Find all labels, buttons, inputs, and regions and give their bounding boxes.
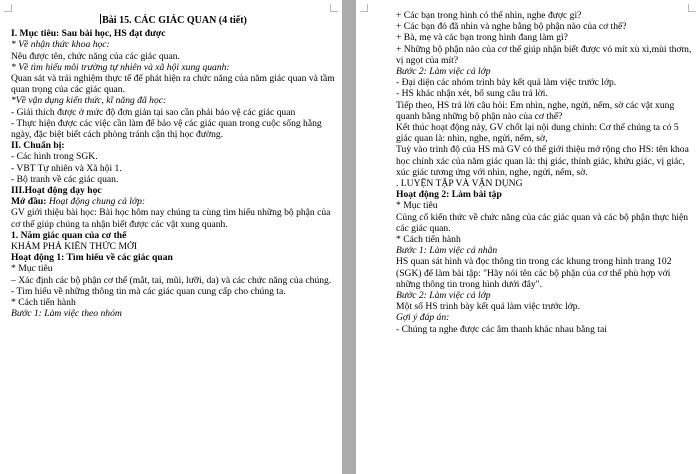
text-line: KHÁM PHÁ KIẾN THỨC MỚI bbox=[11, 241, 138, 253]
corner-mark bbox=[4, 4, 12, 12]
document-title: Bài 15. CÁC GIÁC QUAN (4 tiết) bbox=[102, 15, 247, 26]
text-line: * Cách tiến hành bbox=[11, 297, 76, 309]
text-line: Hoạt động 2: Làm bài tập bbox=[396, 189, 502, 201]
text-line: Kết thúc hoạt động này, GV chốt lại nội dung chính: Cơ thể chúng ta có 5 giác quan là: nhìn, nghe, ngửi, nếm, sờ, bbox=[396, 122, 679, 145]
text-line: - Bộ tranh về các giác quan. bbox=[11, 173, 119, 185]
text-line: - Thực hiện được các việc cần làm để bảo vệ các giác quan trong cuộc sống hằng ngày, đặc biệt biết cách phòng tránh cận thị học đường. bbox=[11, 117, 322, 141]
right-page bbox=[356, 0, 700, 474]
text-line: GV giới thiệu bài học: Bài học hôm nay chúng ta cùng tìm hiểu những bộ phận của cơ thể giúp chúng ta nhận biết được các vật xung quanh. bbox=[11, 207, 331, 230]
corner-mark bbox=[688, 4, 696, 12]
text-line: Bước 1: Làm việc theo nhóm bbox=[11, 308, 122, 320]
text-line: – Xác định các bộ phận cơ thể (mắt, tai, mũi, lưỡi, da) và các chức năng của chúng. bbox=[11, 274, 332, 286]
section-subtitle: Hoạt động chung cả lớp: bbox=[46, 196, 146, 208]
left-page bbox=[0, 0, 342, 474]
text-line: - Đại diện các nhóm trình bày kết quả làm việc trước lớp. bbox=[396, 77, 617, 89]
text-line: - Tìm hiểu về những thông tin mà các giác quan cung cấp cho chúng ta. bbox=[11, 285, 286, 297]
text-line: * Cách tiến hành bbox=[396, 234, 461, 246]
text-line: Bước 1: Làm việc cá nhân bbox=[396, 245, 498, 257]
text-line: Tuỳ vào trình độ của HS mà GV có thể giới thiệu mở rộng cho HS: tên khoa học chính xác của năm giác quan là: thị giác, thính giác, khứu giác, vị giác, xúc giác tương ứng với nhìn, nghe, ngửi, nếm, sờ. bbox=[396, 144, 689, 178]
text-line: - Giải thích được ở mức độ đơn giản tại sao cần phải bảo vệ các giác quan bbox=[11, 106, 296, 118]
text-cursor bbox=[100, 14, 101, 24]
corner-mark bbox=[330, 4, 338, 12]
text-line: - Các hình trong SGK. bbox=[11, 151, 98, 163]
text-line: Tiếp theo, HS trả lời câu hỏi: Em nhìn, nghe, ngửi, nếm, sờ các vật xung quanh bằng những bộ phận nào của cơ thể? bbox=[396, 99, 675, 122]
text-line: + Bà, mẹ và các bạn trong hình đang làm gì? bbox=[396, 32, 568, 44]
text-line bbox=[11, 196, 336, 207]
text-line: Gợi ý đáp án: bbox=[396, 312, 450, 324]
section-label: Mở đầu: bbox=[11, 196, 47, 208]
text-line: . LUYỆN TẬP VÀ VẬN DỤNG bbox=[396, 178, 523, 190]
text-line: 1. Năm giác quan của cơ thể bbox=[11, 229, 127, 241]
text-line: + Những bộ phận nào của cơ thể giúp nhận biết được vỏ mít xù xì,mùi thơm, vị ngọt của mít? bbox=[396, 43, 692, 66]
text-line: Một số HS trình bày kết quả làm việc trước lớp. bbox=[396, 301, 581, 313]
text-line: Củng cố kiến thức về chức năng của các giác quan và các bộ phận thực hiện các giác quan. bbox=[396, 211, 689, 234]
left-page-body bbox=[11, 28, 336, 319]
right-page-body bbox=[396, 10, 694, 335]
text-line: II. Chuẩn bị: bbox=[11, 140, 65, 152]
text-line: Quan sát và trải nghiệm thực tế để phát hiện ra chức năng của năm giác quan và tầm quan trọng của các giác quan. bbox=[11, 73, 335, 96]
text-line: * Mục tiêu bbox=[11, 263, 53, 275]
text-line: III.Hoạt động dạy học bbox=[11, 185, 102, 197]
text-line: - Chúng ta nghe được các âm thanh khác nhau bằng tai bbox=[396, 323, 607, 335]
corner-mark bbox=[360, 4, 368, 12]
text-line: HS quan sát hình và đọc thông tin trong các khung trong hình trang 102 (SGK) để làm bài tập: "Hãy nói tên các bộ phận của cơ thể phù hợp với những thông tin trong hình dưới đây". bbox=[396, 256, 672, 290]
text-line: - HS khác nhận xét, bổ sung câu trả lời. bbox=[396, 88, 548, 100]
text-line: + Các bạn trong hình có thể nhìn, nghe được gì? bbox=[396, 10, 582, 21]
text-line: I. Mục tiêu: Sau bài học, HS đạt được bbox=[11, 28, 166, 40]
text-line: - VBT Tự nhiên và Xã hội 1. bbox=[11, 162, 122, 174]
text-line: * Về nhận thức khoa học: bbox=[11, 39, 110, 51]
text-line: Bước 2: Làm việc cả lớp bbox=[396, 290, 491, 302]
text-line: * Về tìm hiểu môi trường tự nhiên và xã hội xung quanh: bbox=[11, 61, 230, 73]
text-line: Bước 2: Làm việc cả lớp bbox=[396, 66, 491, 78]
text-line: *Về vận dụng kiến thức, kĩ năng đã học: bbox=[11, 95, 167, 107]
text-line: * Mục tiêu bbox=[396, 200, 438, 212]
text-line: + Các bạn đó đã nhìn và nghe bằng bộ phận nào của cơ thể? bbox=[396, 21, 627, 33]
text-line: Hoạt động 1: Tìm hiểu về các giác quan bbox=[11, 252, 173, 264]
text-line: Nêu được tên, chức năng của các giác quan. bbox=[11, 50, 180, 62]
